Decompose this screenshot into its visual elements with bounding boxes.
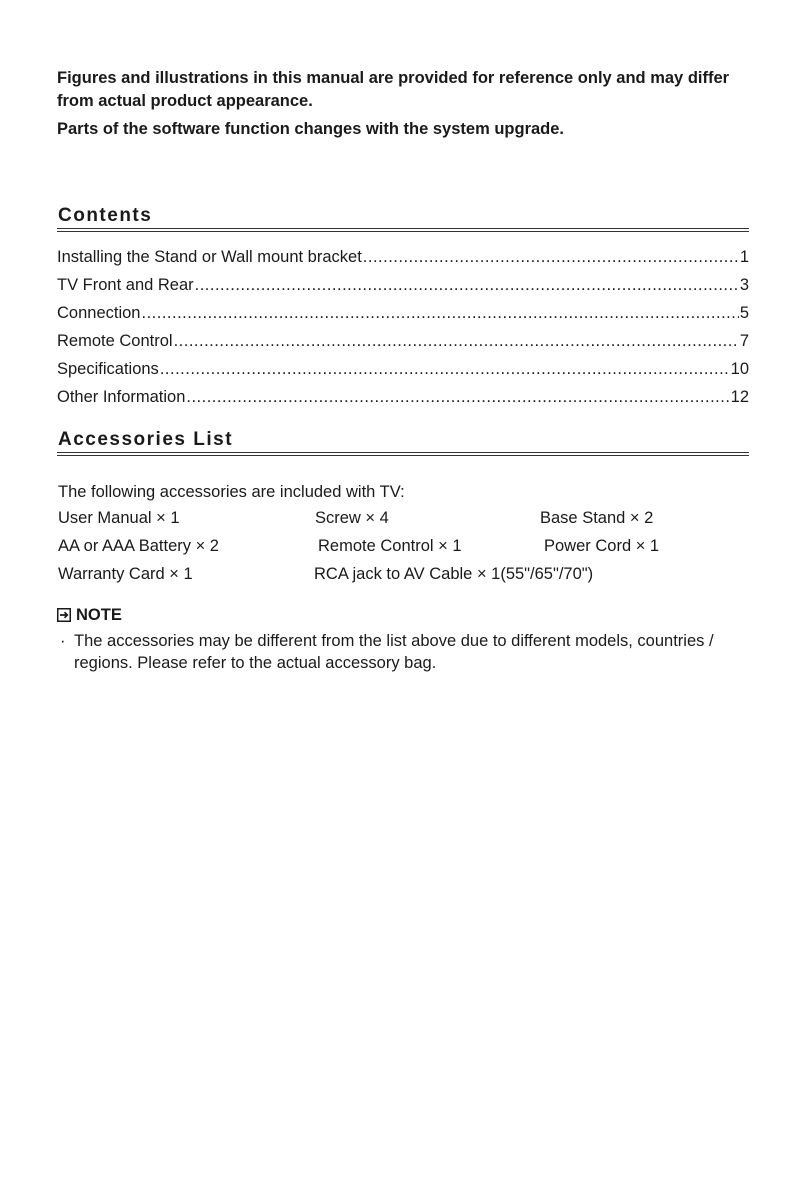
toc-leader-dots: [174, 330, 739, 352]
toc-item[interactable]: [57, 246, 749, 274]
toc-leader-dots: [363, 246, 739, 268]
toc-leader-dots: [186, 386, 729, 408]
toc-item-page: 12: [730, 388, 749, 406]
accessory-item: Base Stand × 2: [540, 509, 654, 527]
disclaimer-software: Parts of the software function changes with the system upgrade.: [57, 120, 565, 138]
note-label: NOTE: [76, 606, 122, 624]
toc-item-page: 1: [739, 248, 749, 266]
accessories-intro: The following accessories are included with TV:: [58, 483, 405, 501]
toc-item-page: 7: [739, 332, 749, 350]
accessory-item: Remote Control × 1: [318, 537, 462, 555]
toc-item-page: 10: [730, 360, 749, 378]
accessory-item: Power Cord × 1: [544, 537, 660, 555]
accessory-item: User Manual × 1: [58, 509, 180, 527]
toc-item-label: Other Information: [57, 388, 186, 406]
disclaimer-appearance: Figures and illustrations in this manual are provided for reference only and may differ from actual product appearance.: [57, 69, 730, 110]
toc-item-page: 3: [739, 276, 749, 294]
toc-item-label: TV Front and Rear: [57, 276, 194, 294]
accessories-title: Accessories List: [58, 429, 234, 450]
accessories-divider: [57, 452, 749, 456]
accessory-item: Warranty Card × 1: [58, 565, 193, 583]
toc-item-label: Connection: [57, 304, 141, 322]
accessory-item: Screw × 4: [315, 509, 389, 527]
toc-leader-dots: [195, 274, 739, 296]
toc-item-page: 5: [739, 304, 749, 322]
toc-leader-dots: [141, 302, 738, 324]
contents-title: Contents: [58, 205, 153, 226]
toc-item-label: Specifications: [57, 360, 159, 378]
accessory-item: RCA jack to AV Cable × 1(55"/65"/70"): [314, 565, 594, 583]
note-arrow-icon: [57, 608, 71, 622]
note-text: The accessories may be different from the list above due to different models, countries / regions. Please refer to the actual accessory bag.: [74, 632, 714, 672]
toc-item[interactable]: [57, 386, 749, 414]
note-bullet: ·: [60, 632, 66, 650]
accessory-item: AA or AAA Battery × 2: [58, 537, 219, 555]
toc-item-label: Installing the Stand or Wall mount bracket: [57, 248, 362, 266]
toc-item[interactable]: [57, 358, 749, 386]
toc-item[interactable]: [57, 302, 749, 330]
accessories-grid: [58, 507, 708, 597]
toc-item[interactable]: [57, 274, 749, 302]
note-body: [60, 630, 755, 674]
table-of-contents: [57, 246, 749, 414]
note-heading: [57, 605, 122, 625]
contents-divider: [57, 228, 749, 232]
toc-item-label: Remote Control: [57, 332, 173, 350]
toc-item[interactable]: [57, 330, 749, 358]
toc-leader-dots: [160, 358, 730, 380]
